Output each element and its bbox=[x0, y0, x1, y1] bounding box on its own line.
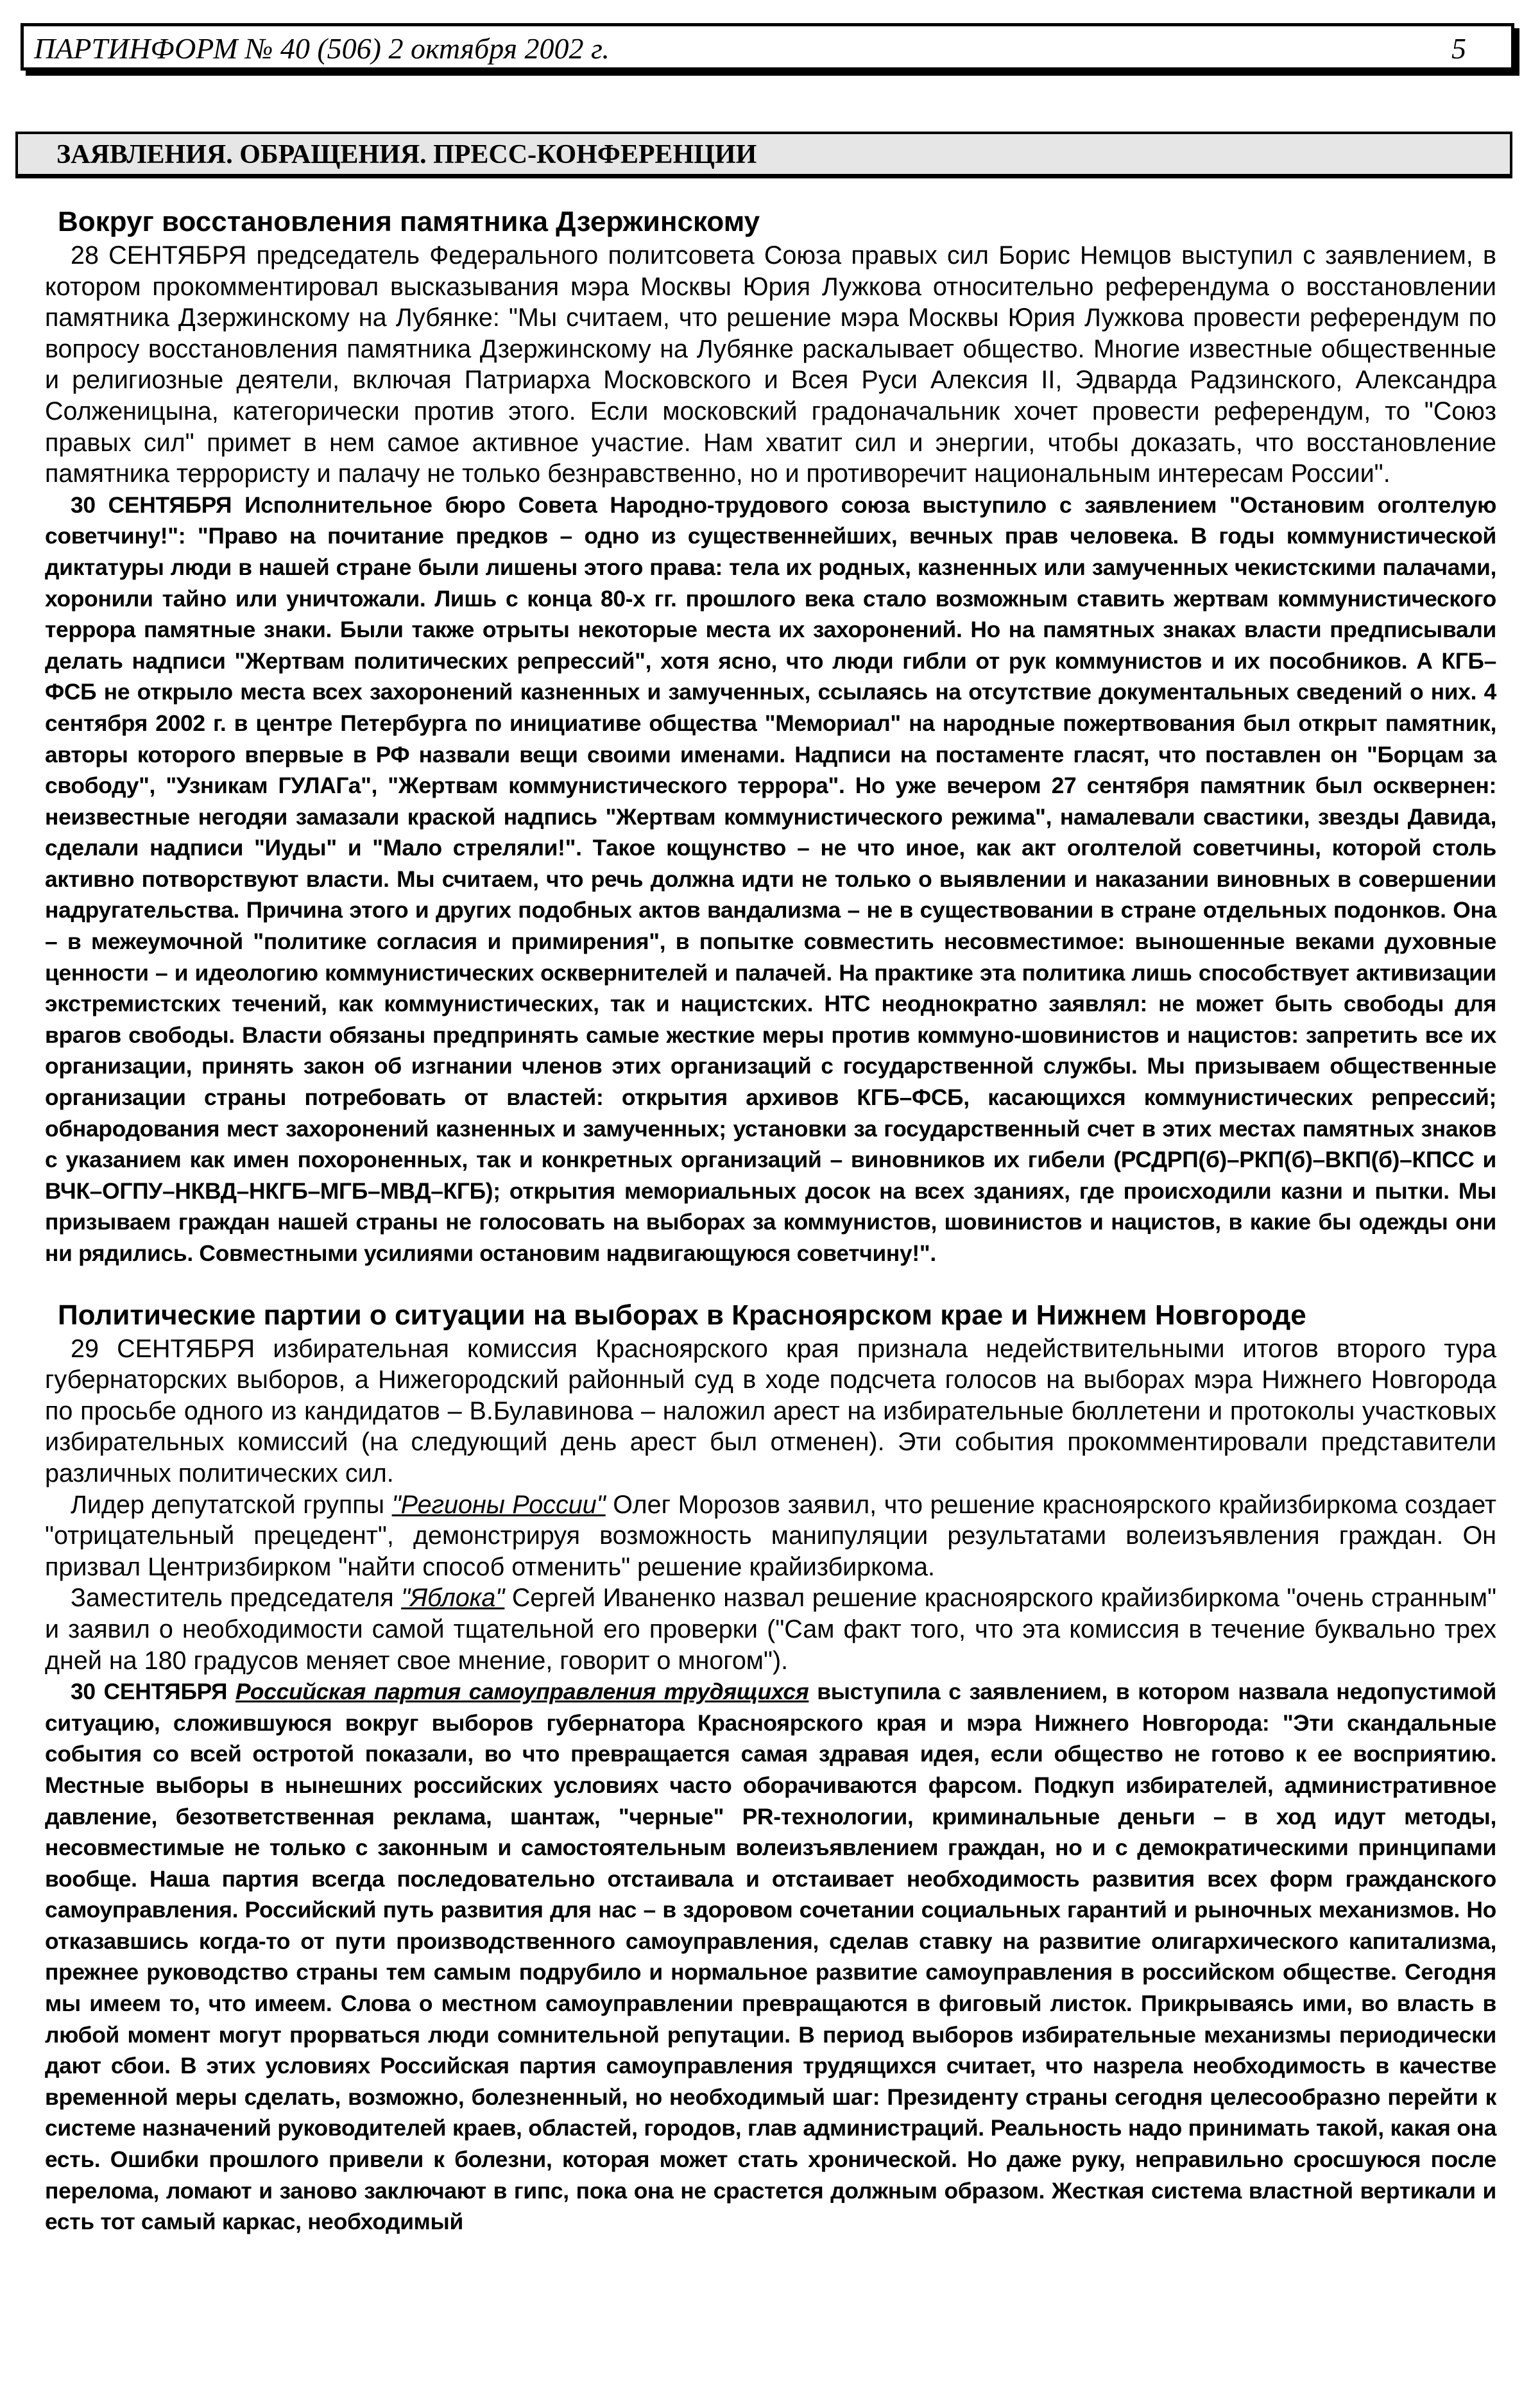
article-paragraph bbox=[45, 1489, 1496, 1583]
publication-title: ПАРТИНФОРМ № 40 (506) 2 октября 2002 г. bbox=[34, 32, 610, 65]
text-span: Сергей Иваненко назвал решение красноярского крайизбиркома "очень странным" и заявил о необходимости самой тщательной его проверки ("Сам факт того, что эта комиссия в течение буквально трех дней на 180 градусов меняет свое мнение, говорит о многом"). bbox=[45, 1584, 1496, 1675]
text-span: Лидер депутатской группы bbox=[71, 1490, 392, 1519]
text-span: 30 СЕНТЯБРЯ bbox=[71, 1679, 236, 1705]
article-heading: Политические партии о ситуации на выборах в Красноярском крае и Нижнем Новгороде bbox=[58, 1299, 1306, 1331]
party-link[interactable]: Российская партия самоуправления трудящихся bbox=[235, 1679, 809, 1705]
article-paragraph: 29 СЕНТЯБРЯ избирательная комиссия Красноярского края признала недействительными итогов второго тура губернаторских выборов, а Нижегородский районный суд в ходе подсчета голосов на выборах мэра Нижнего Новгорода по просьбе одного из кандидатов – В.Булавинова – наложил арест на избирательные бюллетени и протоколы участковых избирательных комиссий (на следующий день арест был отменен). Эти события прокомментировали представители различных политических сил. bbox=[45, 1334, 1496, 1487]
article-body bbox=[45, 204, 1496, 2238]
text-span: выступила с заявлением, в котором назвала недопустимой ситуацию, сложившуюся вокруг выборов губернатора Красноярского края и мэра Нижнего Новгорода: "Эти скандальные события со всей остротой показали, во что превращается самая здравая идея, если общество не готово к ее восприятию. Местные выборы в нынешних российских условиях часто оборачиваются фарсом. Подкуп избирателей, административное давление, безответственная реклама, шантаж, "черные" PR-технологии, криминальные деньги – в ход идут методы, несовместимые не только с законным и самостоятельным волеизъявлением граждан, но и с демократическими принципами вообще. Наша партия всегда последовательно отстаивала и отстаивает необходимость развития всех форм гражданского самоуправления. Российский путь развития для нас – в здоровом сочетании социальных гарантий и рыночных механизмов. Но отказавшись когда-то от пути производственного самоуправления, сделав ставку на развитие олигархического капитализма, прежнее руководство страны тем самым подрубило и нормальное развитие самоуправления в российском обществе. Сегодня мы имеем то, что имеем. Слова о местном самоуправлении превращаются в фиговый листок. Прикрываясь ими, во власть в любой момент могут прорваться люди сомнительной репутации. В период выборов избирательные механизмы периодически дают сбои. В этих условиях Российская партия самоуправления трудящихся считает, что назрела необходимость в качестве временной меры сделать, возможно, болезненный, но необходимый шаг: Президенту страны сегодня целесообразно перейти к системе назначений руководителей краев, областей, городов, глав администраций. Реальность надо принимать такой, какая она есть. Ошибки прошлого привели к болезни, которая может стать хронической. Но даже руку, неправильно сросшуюся после перелома, ломают и заново заключают в гипс, пока она не срастется должным образом. Жесткая система властной вертикали и есть тот самый каркас, необходимый bbox=[45, 1679, 1497, 2235]
text-span: Олег Морозов заявил, что решение красноярского крайизбиркома создает "отрицательный прецедент", демонстрируя возможность манипуляции результатами волеизъявления граждан. Он призвал Центризбирком "найти способ отменить" решение крайизбиркома. bbox=[45, 1490, 1496, 1581]
text-span: Заместитель председателя bbox=[71, 1584, 402, 1613]
article-paragraph bbox=[45, 1582, 1496, 1676]
section-title: ЗАЯВЛЕНИЯ. ОБРАЩЕНИЯ. ПРЕСС-КОНФЕРЕНЦИИ bbox=[56, 140, 757, 169]
section-banner bbox=[15, 132, 1512, 178]
article-heading: Вокруг восстановления памятника Дзержинскому bbox=[58, 206, 760, 237]
party-link[interactable]: "Регионы России" bbox=[391, 1490, 606, 1519]
party-link[interactable]: "Яблока" bbox=[401, 1584, 505, 1613]
page-header bbox=[21, 23, 1514, 71]
page-number: 5 bbox=[1451, 32, 1466, 65]
article-paragraph: 30 СЕНТЯБРЯ Исполнительное бюро Совета Народно-трудового союза выступило с заявлением "Остановим оголтелую советчину!": "Право на почитание предков – одно из существеннейших, вечных прав человека. В годы коммунистической диктатуры люди в нашей стране были лишены этого права: тела их родных, казненных или замученных чекистскими палачами, хоронили тайно или уничтожали. Лишь с конца 80-х гг. прошлого века стало возможным ставить жертвам коммунистического террора памятные знаки. Были также отрыты некоторые места их захоронений. Но на памятных знаках власти предписывали делать надписи "Жертвам политических репрессий", хотя ясно, что люди гибли от рук коммунистов и их пособников. А КГБ–ФСБ не открыло места всех захоронений казненных и замученных, ссылаясь на отсутствие документальных сведений о них. 4 сентября 2002 г. в центре Петербурга по инициативе общества "Мемориал" на народные пожертвования был открыт памятник, авторы которого впервые в РФ назвали вещи своими именами. Надписи на постаменте гласят, что поставлен он "Борцам за свободу", "Узникам ГУЛАГа", "Жертвам коммунистического террора". Но уже вечером 27 сентября памятник был осквернен: неизвестные негодяи замазали краской надпись "Жертвам коммунистического режима", намалевали свастики, звезды Давида, сделали надписи "Иуды" и "Мало стреляли!". Такое кощунство – не что иное, как акт оголтелой советчины, которой столь активно потворствуют власти. Мы считаем, что речь должна идти не только о выявлении и наказании виновных в совершении надругательства. Причина этого и других подобных актов вандализма – не в существовании в стране отдельных подонков. Она – в межеумочной "политике согласия и примирения", в попытке совместить несовместимое: выношенные веками духовные ценности – и идеологию коммунистических осквернителей и палачей. На практике эта политика лишь способствует активизации экстремистских течений, как коммунистических, так и нацистских. НТС неоднократно заявлял: не может быть свободы для врагов свободы. Власти обязаны предпринять самые жесткие меры против коммуно-шовинистов и нацистов: запретить все их организации, принять закон об изгнании членов этих организаций с государственной службы. Мы призываем общественные организации страны потребовать от властей: открытия архивов КГБ–ФСБ, касающихся коммунистических репрессий; обнародования мест захоронений казненных и замученных; установки за государственный счет в этих местах памятных знаков с указанием как имен похороненных, так и конкретных организаций – виновников их гибели (РСДРП(б)–РКП(б)–ВКП(б)–КПСС и ВЧК–ОГПУ–НКВД–НКГБ–МГБ–МВД–КГБ); открытия мемориальных досок на всех зданиях, где происходили казни и пытки. Мы призываем граждан нашей страны не голосовать на выборах за коммунистов, шовинистов и нацистов, в какие бы одежды они ни рядились. Совместными усилиями остановим надвигающуюся советчину!". bbox=[45, 492, 1496, 1266]
article-paragraph bbox=[45, 1676, 1496, 2238]
article-paragraph: 28 СЕНТЯБРЯ председатель Федерального политсовета Союза правых сил Борис Немцов выступил с заявлением, в котором прокомментировал высказывания мэра Москвы Юрия Лужкова относительно референдума о восстановлении памятника Дзержинскому на Лубянке: "Мы считаем, что решение мэра Москвы Юрия Лужкова провести референдум по вопросу восстановления памятника Дзержинскому на Лубянке раскалывает общество. Многие известные общественные и религиозные деятели, включая Патриарха Московского и Всея Руси Алексия II, Эдварда Радзинского, Александра Солженицына, категорически против этого. Если московский градоначальник хочет провести референдум, то "Союз правых сил" примет в нем самое активное участие. Нам хватит сил и энергии, чтобы доказать, что восстановление памятника террористу и палачу не только безнравственно, но и противоречит национальным интересам России". bbox=[45, 241, 1496, 488]
